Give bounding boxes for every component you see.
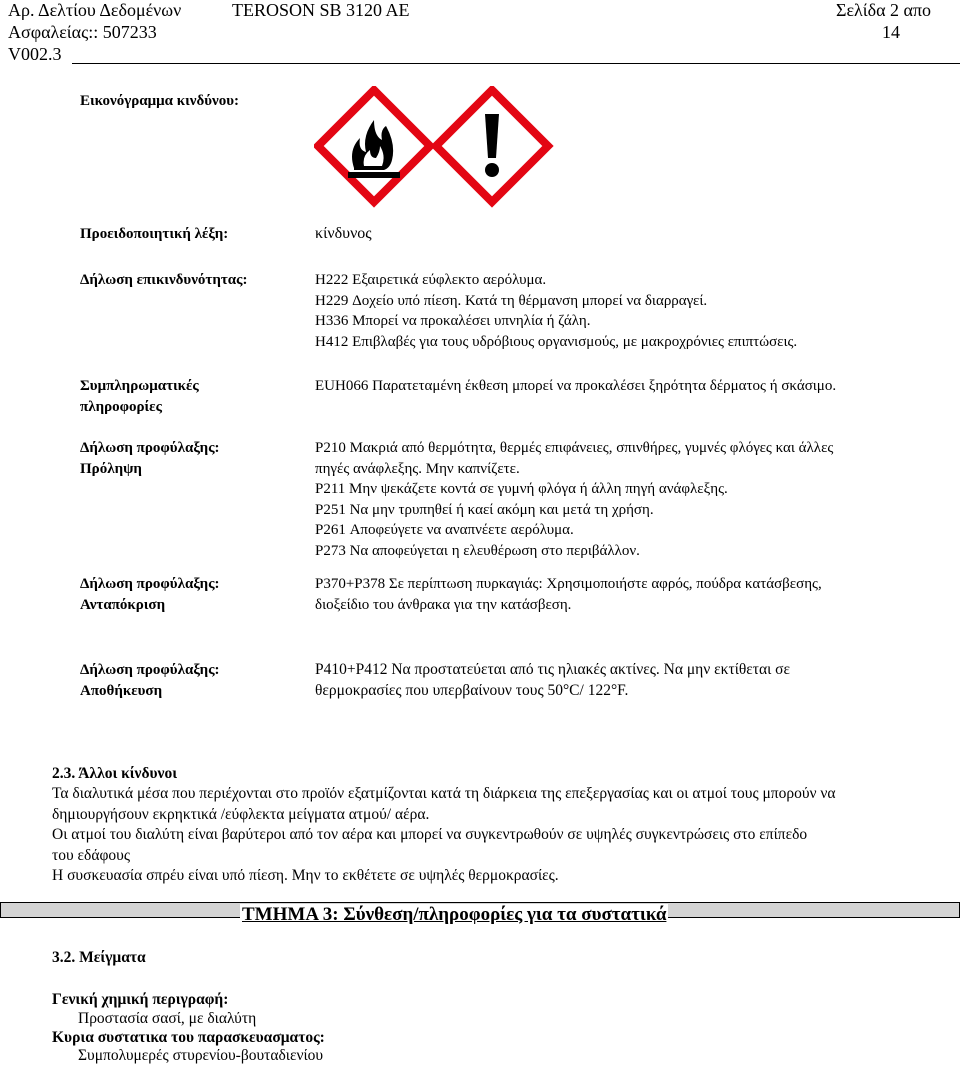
supplementary-label-line1: Συμπληρωματικές [80, 378, 199, 394]
hazard-line: H229 Δοχείο υπό πίεση. Κατά τη θέρμανση μπορεί να διαρραγεί. [315, 292, 708, 309]
general-description-label: Γενική χημική περιγραφή: [52, 991, 229, 1008]
base-substances-value: Συμπολυμερές στυρενίου-βουταδιενίου [78, 1047, 324, 1064]
hazard-line: H336 Μπορεί να προκαλέσει υπνηλία ή ζάλη. [315, 313, 591, 329]
header-sds-label: Αρ. Δελτίου Δεδομένων [8, 0, 182, 20]
section-3-title: ΤΜΗΜΑ 3: Σύνθεση/πληροφορίες για τα συστατικά [242, 904, 667, 925]
prevention-line: P261 Αποφεύγετε να αναπνέετε αερόλυμα. [315, 522, 574, 538]
prevention-line: P251 Να μην τρυπηθεί ή καεί ακόμη και μετά τη χρήση. [315, 501, 654, 518]
base-substances-label: Κυρια συστατικα του παρασκευασματος: [52, 1029, 325, 1046]
storage-line: P410+P412 Να προστατεύεται από τις ηλιακές ακτίνες. Να μην εκτίθεται σε [315, 661, 791, 678]
supplementary-label-line2: πληροφορίες [80, 399, 162, 415]
response-line: διοξείδιο του άνθρακα για την κατάσβεση. [315, 596, 572, 613]
general-description-value: Προστασία σασί, με διαλύτη [78, 1010, 257, 1027]
header-product-name: TEROSON SB 3120 AE [232, 0, 410, 20]
other-hazards-line: του εδάφους [52, 846, 130, 864]
response-label-line2: Ανταπόκριση [80, 597, 166, 613]
other-hazards-heading: 2.3. Άλλοι κίνδυνοι [52, 765, 178, 782]
other-hazards-line: Τα διαλυτικά μέσα που περιέχονται στο προϊόν εξατμίζονται κατά τη διάρκεια της επεξεργασίας και οι ατμοί τους μπορούν να [52, 785, 836, 802]
hazard-line: H222 Εξαιρετικά εύφλεκτο αερόλυμα. [315, 272, 547, 288]
prevention-line: πηγές ανάφλεξης. Μην καπνίζετε. [315, 460, 520, 477]
prevention-line: P211 Μην ψεκάζετε κοντά σε γυμνή φλόγα ή άλλη πηγή ανάφλεξης. [315, 481, 728, 497]
hazard-pictograms [314, 86, 554, 208]
prevention-line: P273 Να αποφεύγεται η ελευθέρωση στο περιβάλλον. [315, 542, 640, 559]
prevention-line: P210 Μακριά από θερμότητα, θερμές επιφάνειες, σπινθήρες, γυμνές φλόγες και άλλες [315, 440, 834, 456]
header-sds-number: Ασφαλείας:: 507233 [8, 22, 157, 42]
signal-word-value: κίνδυνος [315, 225, 372, 242]
header-version: V002.3 [8, 44, 62, 64]
mixtures-heading: 3.2. Μείγματα [52, 949, 146, 966]
flame-icon [318, 90, 430, 202]
signal-word-label: Προειδοποιητική λέξη: [80, 226, 229, 242]
header-page-label: Σελίδα 2 απο [836, 0, 932, 20]
storage-line: θερμοκρασίες που υπερβαίνουν τους 50°C/ 122°F. [315, 682, 629, 699]
hazard-statement-label: Δήλωση επικινδυνότητας: [80, 272, 248, 288]
prevention-label-line2: Πρόληψη [80, 461, 142, 477]
header-page-total: 14 [882, 22, 900, 42]
response-label-line1: Δήλωση προφύλαξης: [80, 576, 220, 592]
pictogram-label: Εικονόγραμμα κινδύνου: [80, 93, 240, 109]
storage-label-line1: Δήλωση προφύλαξης: [80, 662, 220, 678]
other-hazards-line: Η συσκευασία σπρέυ είναι υπό πίεση. Μην το εκθέτετε σε υψηλές θερμοκρασίες. [52, 867, 559, 884]
prevention-label-line1: Δήλωση προφύλαξης: [80, 440, 220, 456]
storage-label-line2: Αποθήκευση [80, 683, 163, 699]
other-hazards-line: δημιουργήσουν εκρηκτικά /εύφλεκτα μείγματα ατμού/ αέρα. [52, 805, 430, 823]
header-divider [72, 63, 960, 64]
other-hazards-line: Οι ατμοί του διαλύτη είναι βαρύτεροι από τον αέρα και μπορεί να συγκεντρωθούν σε υψηλές συγκεντρώσεις στο επίπεδο [52, 826, 808, 843]
response-line: P370+P378 Σε περίπτωση πυρκαγιάς: Χρησιμοποιήστε αφρός, πούδρα κατάσβεσης, [315, 576, 822, 592]
exclamation-icon [436, 90, 548, 202]
hazard-line: H412 Επιβλαβές για τους υδρόβιους οργανισμούς, με μακροχρόνιες επιπτώσεις. [315, 333, 798, 350]
supplementary-text: EUH066 Παρατεταμένη έκθεση μπορεί να προκαλέσει ξηρότητα δέρματος ή σκάσιμο. [315, 378, 837, 394]
